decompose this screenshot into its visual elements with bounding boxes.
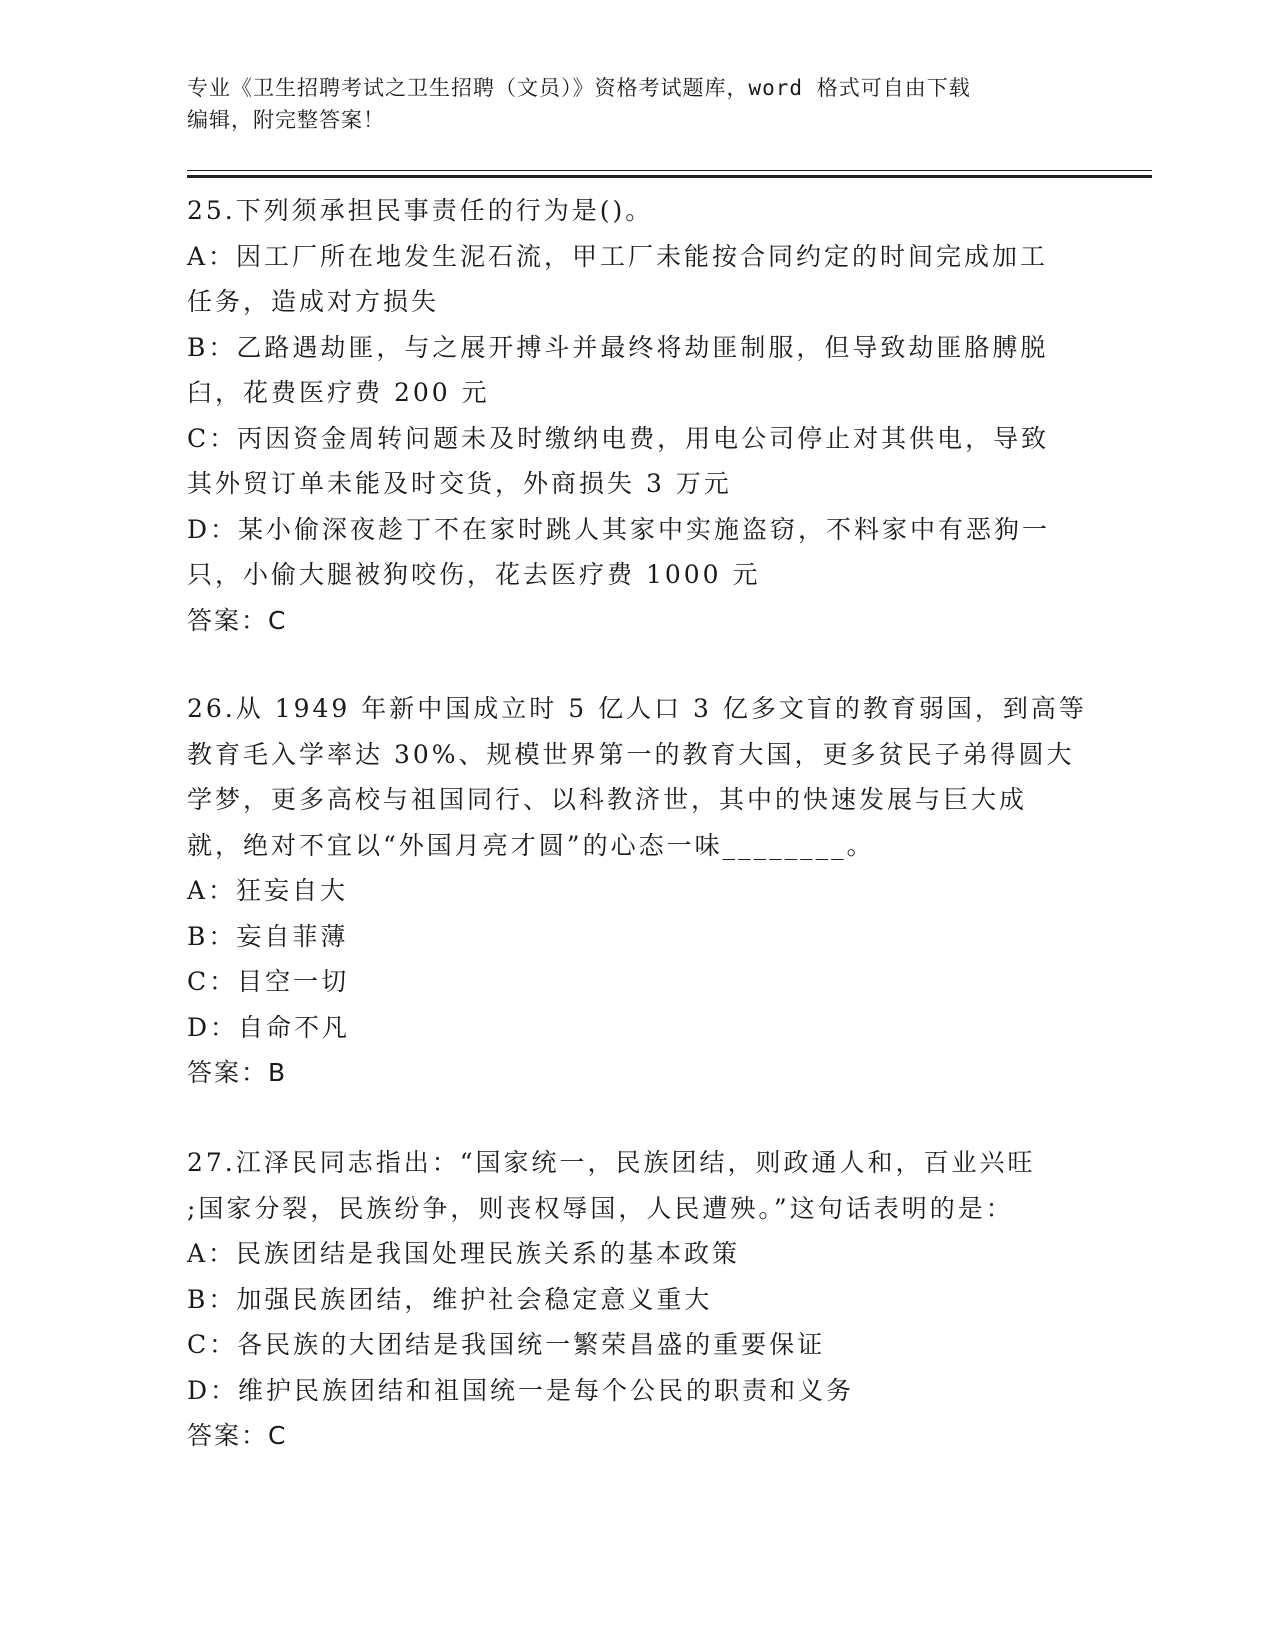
- option-line: C：各民族的大团结是我国统一繁荣昌盛的重要保证: [187, 1330, 826, 1359]
- answer-label: 答案：C: [187, 605, 288, 635]
- option-line: C：丙因资金周转问题未及时缴纳电费，用电公司停止对其供电，导致: [187, 423, 1050, 453]
- header-line-1: 专业《卫生招聘考试之卫生招聘（文员）》资格考试题库，word 格式可自由下载: [187, 76, 971, 100]
- question-stem-line: 学梦，更多高校与祖国同行、以科教济世，其中的快速发展与巨大成: [187, 785, 1028, 814]
- question-stem-line: 26.从 1949 年新中国成立时 5 亿人口 3 亿多文盲的教育弱国，到高等: [187, 694, 1087, 723]
- option-b: [187, 325, 1087, 416]
- option-a: [187, 234, 1087, 325]
- option-line: D：维护民族团结和祖国统一是每个公民的职责和义务: [187, 1375, 855, 1405]
- option-line: 只，小偷大腿被狗咬伤，花去医疗费 1000 元: [187, 560, 761, 589]
- option-b: [187, 1277, 1087, 1323]
- option-line: A：民族团结是我国处理民族关系的基本政策: [187, 1239, 741, 1268]
- question-stem-line: 就，绝对不宜以“外国月亮才圆”的心态一味________。: [187, 830, 875, 860]
- question-stem: [187, 686, 1087, 868]
- option-c: [187, 1322, 1087, 1368]
- question-stem-line: 教育毛入学率达 30%、规模世界第一的教育大国，更多贫民子弟得圆大: [187, 739, 1075, 769]
- question-stem-line: ;国家分裂，民族纷争，则丧权辱国，人民遭殃。”这句话表明的是：: [187, 1193, 1014, 1223]
- option-line: C：目空一切: [187, 967, 350, 996]
- option-line: B：乙路遇劫匪，与之展开搏斗并最终将劫匪制服，但导致劫匪胳膊脱: [187, 332, 1049, 362]
- option-line: 臼，花费医疗费 200 元: [187, 378, 490, 407]
- question-27: [187, 1140, 1087, 1459]
- question-25: [187, 188, 1087, 643]
- option-line: 其外贸订单未能及时交货，外商损失 3 万元: [187, 469, 732, 498]
- option-line: B：妄自菲薄: [187, 921, 349, 951]
- option-a: [187, 868, 1087, 914]
- option-line: B：加强民族团结，维护社会稳定意义重大: [187, 1284, 713, 1314]
- option-line: 任务，造成对方损失: [187, 287, 440, 316]
- header-divider-thin: [187, 170, 1152, 171]
- question-stem: [187, 1140, 1087, 1231]
- option-d: [187, 507, 1087, 598]
- option-d: [187, 1368, 1087, 1414]
- option-line: A：狂妄自大: [187, 876, 349, 905]
- question-stem: [187, 188, 1087, 234]
- option-line: A：因工厂所在地发生泥石流，甲工厂未能按合同约定的时间完成加工: [187, 241, 1049, 271]
- header-divider-thick: [187, 175, 1152, 178]
- option-c: [187, 959, 1087, 1005]
- header-line-2: 编辑，附完整答案！: [187, 108, 385, 132]
- answer-label: 答案：B: [187, 1058, 288, 1087]
- option-line: D：自命不凡: [187, 1012, 351, 1042]
- option-d: [187, 1005, 1087, 1051]
- question-26: [187, 686, 1087, 1096]
- option-c: [187, 416, 1087, 507]
- option-line: D：某小偷深夜趁丁不在家时跳人其家中实施盗窃，不料家中有恶狗一: [187, 514, 1051, 544]
- option-a: [187, 1231, 1087, 1277]
- document-header: [187, 72, 1087, 136]
- answer-label: 答案：C: [187, 1421, 288, 1450]
- option-b: [187, 914, 1087, 960]
- question-stem-line: 25.下列须承担民事责任的行为是()。: [187, 196, 654, 225]
- question-stem-line: 27.江泽民同志指出：“国家统一，民族团结，则政通人和，百业兴旺: [187, 1148, 1036, 1177]
